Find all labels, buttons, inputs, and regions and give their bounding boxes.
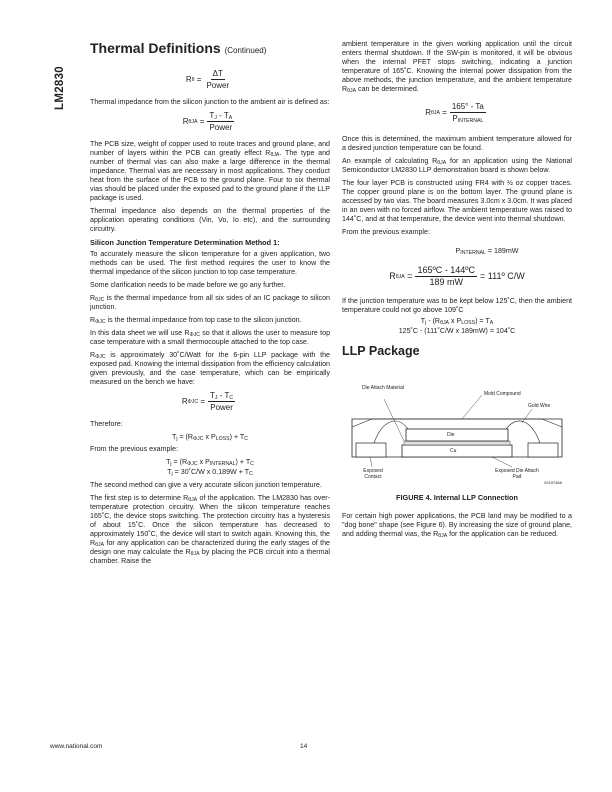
paragraph: $R_{\Phi JC}$ is the thermal impedance from top case to the silicon junction.	[90, 316, 302, 325]
paragraph: Once this is determined, the maximum ambient temperature allowed for a desired junction temperature can be found.	[342, 135, 572, 152]
equation-r-theta: R θ = $\frac{\Delta T}{\text{Power}}$	[185, 69, 230, 90]
equation-p-internal: $P_{INTERNAL} = 189mW$	[455, 247, 519, 256]
llp-heading: LLP Package	[342, 344, 420, 358]
side-label: LM2830	[54, 66, 66, 110]
sub-heading: Silicon Junction Temperature Determination Method 1:	[90, 238, 280, 247]
paragraph: The first step is to determine $R_{\theta JA}$ of the application. The LM2830 has over-temperature protection circuitry. When the silicon temperature reaches 165˚C, the device stops switching. The protection circuitry has a hysteresis of about 15˚C. Once the silicon temperature has decreased to approximately 150˚C, the device will start to switch again. Knowing this, the $R_{\theta JA}$ for any application can be characterized during the early stages of the design one may calculate the $R_{\theta JA}$ by placing the PCB circuit into a thermal chamber. Raise the	[90, 494, 330, 565]
label-gold-wire: Gold Wire	[528, 403, 551, 409]
section-title: Thermal Definitions (Continued)	[90, 40, 267, 56]
equation-r-phi-jc: R ΦJC = $\frac{T_J - T_C}{\text{Power}}$	[181, 391, 234, 412]
paragraph: In this data sheet we will use $R_{\Phi JC}$ so that it allows the user to measure top case temperature with a small thermocouple attached to the top case.	[90, 329, 331, 346]
equation-r-theta-ja-value: R θJA = $\frac{\text{165ºC - 144ºC}}{189 mW}$ = 111º C/W	[389, 265, 525, 287]
paragraph: To accurately measure the silicon temperature for a given application, two methods can be used. The first method requires the user to know the thermal impedance of the silicon junction to top case temperature.	[90, 250, 330, 276]
label-from-previous: From the previous example:	[342, 228, 430, 236]
paragraph: Thermal impedance also depends on the thermal properties of the application operating conditions (Vin, Vo, Io etc), and the surrounding circuitry.	[90, 207, 330, 233]
equation-r-theta-ja: R θJA = $\frac{T_J - T_A}{\text{Power}}$	[182, 111, 233, 132]
right-column	[342, 40, 572, 543]
label-die-attach: Die Attach Material	[362, 385, 404, 391]
footer-url: www.national.com	[50, 743, 103, 750]
label-therefore: Therefore:	[90, 420, 123, 428]
paragraph: ambient temperature in the given working application until the circuit enters thermal shutdown. If the SW-pin is monitored, it will be obvious when the internal PFET stops switching, indicating a junction temperature of 165˚C. Knowing the internal power dissipation from the above methods, the junction temperature, and the ambient temperature $R_{\theta JA}$ can be determined.	[342, 40, 572, 94]
equation-ta-value: 125˚C - (111˚C/W x 189mW) = 104˚C	[398, 327, 516, 335]
equation-tj: $T_j = (R_{\Phi JC}$ x $P_{LOSS}) + T_C$	[171, 433, 249, 442]
equation-tj-value: $T_j$ = 30˚C/W x $0.189W + T_C$	[167, 468, 253, 477]
paragraph: The second method can give a very accurate silicon junction temperature.	[90, 481, 322, 489]
paragraph: An example of calculating $R_{\theta JA}$ for an application using the National Semiconductor LM2830 LLP demonstration board is shown below.	[342, 157, 572, 174]
equation-ta: $T_j - (R_{\theta JA}$ x $P_{LOSS}) = T_A$	[420, 317, 494, 326]
label-from-previous: From the previous example:	[90, 445, 178, 453]
paragraph: For certain high power applications, the PCB land may be modified to a "dog bone" shape (see Figure 6). By increasing the size of ground plane, and adding thermal vias, the $R_{\theta JA}$ for the application can be reduced.	[342, 512, 572, 539]
equation-r-theta-ja-shutdown: R θJA = $\frac{165^\circ - Ta}{P_{INTERNAL}}$	[425, 102, 484, 124]
paragraph: $R_{\theta JC}$ is the thermal impedance from all six sides of an IC package to silicon junction.	[90, 294, 330, 311]
label-die: Die	[447, 432, 455, 438]
llp-package-figure	[342, 369, 572, 489]
label-exposed-pad: Exposed Die Attach Pad	[495, 468, 539, 480]
paragraph: The PCB size, weight of copper used to route traces and ground plane, and number of layers within the PCB can greatly effect $R_{\theta JA}$. The type and number of thermal vias can also make a large difference in the thermal impedance. Thermal vias are necessary in most applications. They conduct heat from the surface of the PCB to the ground plane. Four to six thermal vias should be placed under the exposed pad to the ground plane if the LLP package is used.	[90, 140, 330, 202]
paragraph: $R_{\Phi JC}$ is approximately 30˚C/Watt for the 6-pin LLP package with the exposed pad. Knowing the internal dissipation from the efficiency calculation given previously, and the case temperature, which can be empirically measured on the bench we have:	[90, 351, 330, 386]
paragraph: Some clarification needs to be made before we go any further.	[90, 281, 286, 289]
equation-tj-internal: $T_j = (R_{\Phi JC}$ x $P_{INTERNAL}) + T_C$	[166, 458, 254, 467]
paragraph: Thermal impedance from the silicon junction to the ambient air is defined as:	[90, 98, 330, 106]
label-mold-compound: Mold Compound	[484, 391, 521, 397]
figure-caption: FIGURE 4. Internal LLP Connection	[396, 493, 518, 502]
label-cu: Cu	[450, 448, 457, 454]
figure-id: 20197468	[544, 480, 562, 485]
paragraph: The four layer PCB is constructed using FR4 with ½ oz copper traces. The copper ground plane is on the bottom layer. The ground plane is accessed by two vias. The board measures 3.0cm x 3.0cm. It was placed in an oven with no forced airflow. The ambient temperature was raised to 144˚C, and at that temperature, the device went into thermal shutdown.	[342, 179, 572, 223]
label-exposed-contact: Exposed Contact	[363, 468, 383, 480]
page-number: 14	[300, 743, 308, 750]
left-column	[90, 40, 330, 570]
paragraph: If the junction temperature was to be kept below 125˚C, then the ambient temperature could not go above 109˚C	[342, 297, 572, 314]
